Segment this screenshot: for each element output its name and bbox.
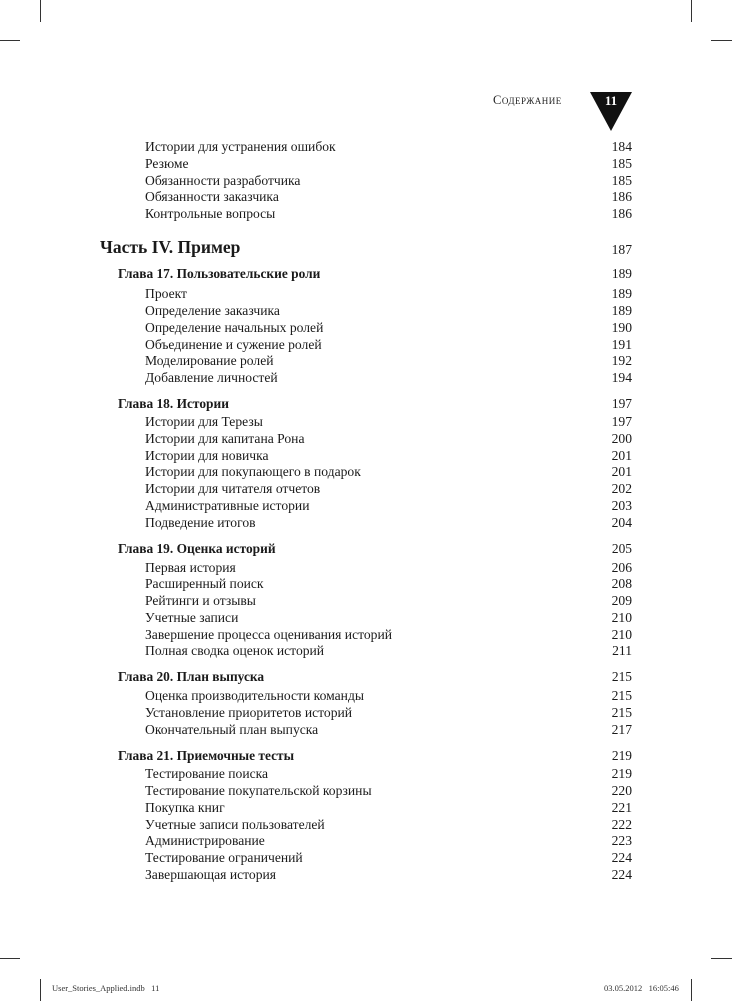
entry-page: 185 xyxy=(611,156,632,171)
entry-page: 211 xyxy=(612,643,632,658)
toc-entry xyxy=(145,447,632,464)
entry-page: 210 xyxy=(611,627,632,642)
toc-entry xyxy=(145,172,632,189)
entry-page: 189 xyxy=(611,303,632,318)
entry-title: Администрирование xyxy=(145,833,265,848)
entry-title: Подведение итогов xyxy=(145,515,256,530)
entry-page: 192 xyxy=(611,353,632,368)
entry-title: Обязанности заказчика xyxy=(145,189,279,204)
toc-part-heading xyxy=(100,237,632,257)
entry-page: 197 xyxy=(611,414,632,429)
toc-entry xyxy=(145,816,632,833)
entry-title: Проект xyxy=(145,286,187,301)
entry-title: Завершающая история xyxy=(145,867,277,882)
crop-mark-top-right-h xyxy=(711,40,732,41)
toc-entry xyxy=(145,799,632,816)
toc-entry xyxy=(145,626,632,643)
print-slug-timestamp: 03.05.2012 16:05:46 xyxy=(604,983,679,993)
toc-entry xyxy=(145,609,632,626)
entry-page: 224 xyxy=(611,867,632,882)
entry-page: 190 xyxy=(611,320,632,335)
entry-page: 220 xyxy=(611,783,632,798)
entry-title: Учетные записи пользователей xyxy=(145,817,325,832)
toc-entry xyxy=(145,319,632,336)
entry-title: Истории для читателя отчетов xyxy=(145,481,321,496)
toc-entry xyxy=(145,559,632,576)
toc-entry xyxy=(145,832,632,849)
page-number: 11 xyxy=(604,93,618,108)
part-title: Часть IV. Пример xyxy=(100,237,241,257)
entry-page: 215 xyxy=(611,705,632,720)
entry-page: 217 xyxy=(611,722,632,737)
toc-entry xyxy=(145,782,632,799)
toc-entry xyxy=(145,413,632,430)
entry-title: Тестирование покупательской корзины xyxy=(145,783,372,798)
entry-title: Истории для устранения ошибок xyxy=(145,139,336,154)
chapter-page: 197 xyxy=(611,396,632,411)
entry-page: 210 xyxy=(611,610,632,625)
toc-entry xyxy=(145,205,632,222)
toc-entry xyxy=(145,721,632,738)
entry-page: 224 xyxy=(611,850,632,865)
chapter-title: Глава 20. План выпуска xyxy=(118,669,265,684)
entry-page: 219 xyxy=(611,766,632,781)
entry-title: Истории для Терезы xyxy=(145,414,263,429)
toc-entry xyxy=(145,138,632,155)
crop-mark-bottom-right-h xyxy=(711,958,732,959)
toc-entry xyxy=(145,285,632,302)
print-slug-file-info: User_Stories_Applied.indb 11 xyxy=(52,983,160,993)
entry-page: 206 xyxy=(611,560,632,575)
entry-page: 202 xyxy=(611,481,632,496)
toc-entry xyxy=(145,765,632,782)
toc-entry xyxy=(145,642,632,659)
chapter-title: Глава 19. Оценка историй xyxy=(118,541,276,556)
toc-entry xyxy=(145,704,632,721)
chapter-page: 215 xyxy=(611,669,632,684)
toc-entry xyxy=(145,514,632,531)
toc-entry xyxy=(145,352,632,369)
entry-page: 203 xyxy=(611,498,632,513)
toc-entry xyxy=(145,849,632,866)
entry-page: 221 xyxy=(611,800,632,815)
crop-mark-bottom-right-v xyxy=(691,979,692,1001)
entry-title: Оценка производительности команды xyxy=(145,688,364,703)
part-page: 187 xyxy=(611,242,632,257)
entry-title: Установление приоритетов историй xyxy=(145,705,353,720)
toc-entry xyxy=(145,155,632,172)
entry-page: 208 xyxy=(611,576,632,591)
toc-entry xyxy=(145,463,632,480)
chapter-title: Глава 18. Истории xyxy=(118,396,229,411)
entry-title: Тестирование поиска xyxy=(145,766,269,781)
entry-title: Учетные записи xyxy=(145,610,239,625)
entry-page: 209 xyxy=(611,593,632,608)
crop-mark-top-left-v xyxy=(40,0,41,22)
chapter-page: 219 xyxy=(611,748,632,763)
entry-title: Покупка книг xyxy=(145,800,225,815)
entry-title: Истории для капитана Рона xyxy=(145,431,305,446)
toc-entry xyxy=(145,866,632,883)
entry-title: Резюме xyxy=(145,156,189,171)
entry-title: Истории для покупающего в подарок xyxy=(145,464,361,479)
entry-page: 186 xyxy=(611,189,632,204)
entry-title: Моделирование ролей xyxy=(145,353,274,368)
entry-page: 186 xyxy=(611,206,632,221)
chapter-page: 189 xyxy=(611,266,632,281)
toc-entry xyxy=(145,575,632,592)
toc-entry xyxy=(145,369,632,386)
running-header-title: Содержание xyxy=(493,93,562,107)
entry-title: Определение начальных ролей xyxy=(145,320,324,335)
toc-chapter-heading xyxy=(118,668,632,685)
entry-title: Окончательный план выпуска xyxy=(145,722,319,737)
entry-title: Полная сводка оценок историй xyxy=(145,643,325,658)
entry-title: Тестирование ограничений xyxy=(145,850,303,865)
entry-page: 201 xyxy=(611,448,632,463)
entry-title: Рейтинги и отзывы xyxy=(145,593,256,608)
entry-page: 204 xyxy=(611,515,632,530)
entry-title: Расширенный поиск xyxy=(145,576,264,591)
chapter-title: Глава 17. Пользовательские роли xyxy=(118,266,321,281)
toc-chapter-heading xyxy=(118,540,632,557)
crop-mark-bottom-left-h xyxy=(0,958,20,959)
toc-entry xyxy=(145,188,632,205)
entry-title: Первая история xyxy=(145,560,236,575)
entry-page: 200 xyxy=(611,431,632,446)
entry-title: Объединение и сужение ролей xyxy=(145,337,322,352)
entry-page: 184 xyxy=(611,139,632,154)
entry-page: 185 xyxy=(611,173,632,188)
crop-mark-bottom-left-v xyxy=(40,979,41,1001)
toc-entry xyxy=(145,592,632,609)
toc-entry xyxy=(145,497,632,514)
entry-title: Истории для новичка xyxy=(145,448,269,463)
entry-page: 191 xyxy=(611,337,632,352)
entry-title: Завершение процесса оценивания историй xyxy=(145,627,393,642)
toc-chapter-heading xyxy=(118,395,632,412)
entry-page: 222 xyxy=(611,817,632,832)
entry-title: Контрольные вопросы xyxy=(145,206,276,221)
entry-title: Административные истории xyxy=(145,498,310,513)
toc-entry xyxy=(145,480,632,497)
toc-entry xyxy=(145,687,632,704)
entry-page: 201 xyxy=(611,464,632,479)
entry-page: 194 xyxy=(611,370,632,385)
entry-page: 223 xyxy=(611,833,632,848)
toc-entry xyxy=(145,302,632,319)
crop-mark-top-right-v xyxy=(691,0,692,22)
crop-mark-top-left-h xyxy=(0,40,20,41)
chapter-title: Глава 21. Приемочные тесты xyxy=(118,748,295,763)
toc-entry xyxy=(145,430,632,447)
entry-title: Добавление личностей xyxy=(145,370,278,385)
toc-chapter-heading xyxy=(118,265,632,282)
entry-page: 215 xyxy=(611,688,632,703)
entry-title: Обязанности разработчика xyxy=(145,173,301,188)
toc-entry xyxy=(145,336,632,353)
entry-title: Определение заказчика xyxy=(145,303,280,318)
chapter-page: 205 xyxy=(611,541,632,556)
entry-page: 189 xyxy=(611,286,632,301)
toc-chapter-heading xyxy=(118,747,632,764)
